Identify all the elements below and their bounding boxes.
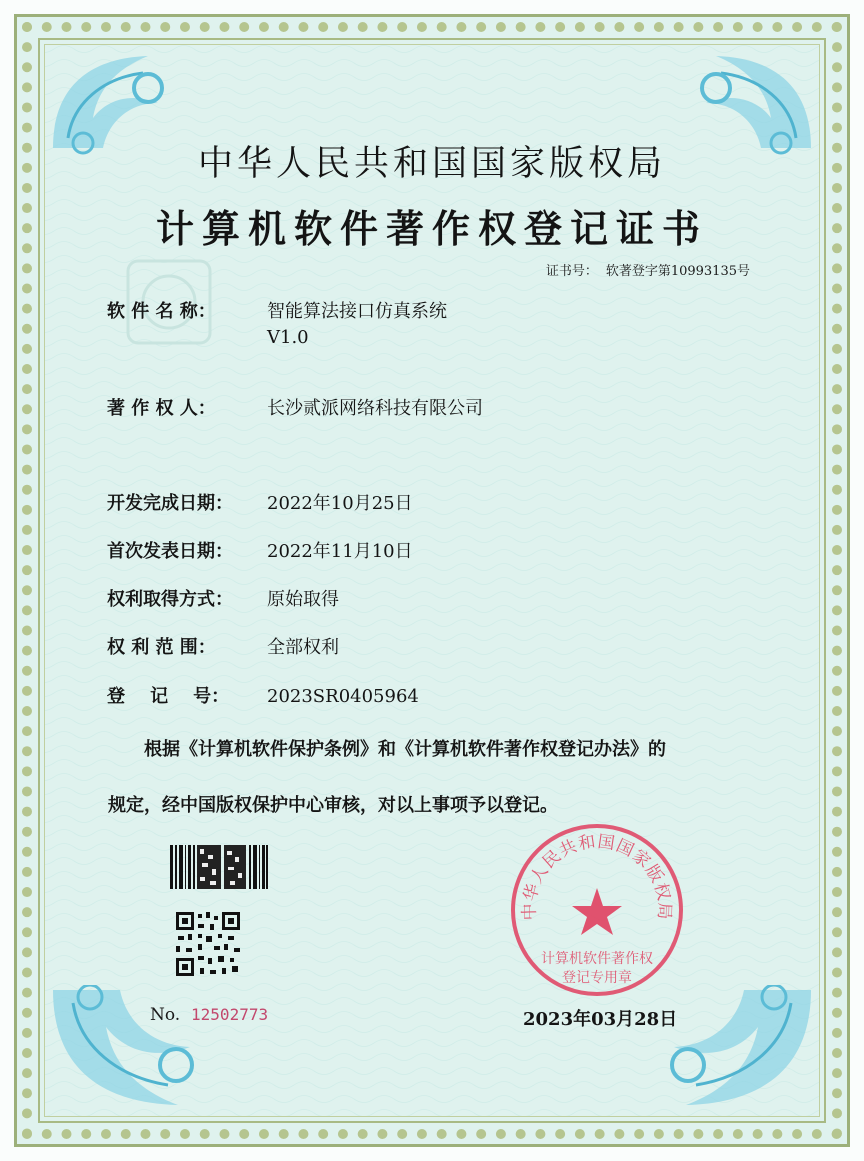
barcode xyxy=(170,845,268,889)
statement-paragraph xyxy=(108,722,768,834)
serial-no-value: 12502773 xyxy=(191,1005,269,1024)
issuer-title: 中华人民共和国国家版权局 xyxy=(197,144,666,184)
software-name-value: 智能算法接口仿真系统 xyxy=(267,301,447,322)
serial-no-label: No. xyxy=(150,1005,181,1025)
acquire-method-label: 权利取得方式： xyxy=(107,589,233,610)
rights-scope-value: 全部权利 xyxy=(267,637,339,658)
serial-number xyxy=(150,1005,268,1025)
rights-scope-label: 权 利 范 围： xyxy=(107,637,216,658)
acquire-method-value: 原始取得 xyxy=(267,589,339,610)
rights-scope-row xyxy=(107,633,339,659)
registration-number-value: 2023SR0405964 xyxy=(267,686,419,707)
dev-date-value: 2022年10月25日 xyxy=(267,493,413,514)
issue-date: 2023年03月28日 xyxy=(523,1009,678,1030)
statement-line-2: 规定，经中国版权保护中心审核，对以上事项予以登记。 xyxy=(108,795,558,816)
publish-date-label: 首次发表日期： xyxy=(107,541,233,562)
seal-arc-text: 中华人民共和国国家版权局 xyxy=(519,831,675,921)
software-name-label: 软 件 名 称： xyxy=(107,301,216,322)
certificate-title: 计算机软件著作权登记证书 xyxy=(155,206,708,251)
seal-line-2: 登记专用章 xyxy=(562,970,632,986)
statement-line-1: 根据《计算机软件保护条例》和《计算机软件著作权登记办法》的 xyxy=(144,739,666,760)
official-seal xyxy=(507,820,687,1000)
seal-line-1: 计算机软件著作权 xyxy=(541,951,653,967)
certificate-number xyxy=(546,260,750,279)
copyright-owner-label: 著 作 权 人： xyxy=(107,398,216,419)
registration-number-row xyxy=(107,682,419,708)
software-version-value: V1.0 xyxy=(267,327,309,348)
cert-no-value: 软著登字第10993135号 xyxy=(605,264,750,279)
copyright-owner-value: 长沙贰派网络科技有限公司 xyxy=(267,398,483,419)
registration-number-label: 登 记 号： xyxy=(107,686,230,707)
dev-date-row xyxy=(107,489,413,515)
publish-date-row xyxy=(107,537,413,563)
acquire-method-row xyxy=(107,585,339,611)
cert-no-label: 证书号： xyxy=(545,264,598,279)
copyright-owner-row xyxy=(107,394,483,420)
software-name-row xyxy=(107,297,447,348)
qr-code xyxy=(176,912,240,976)
dev-date-label: 开发完成日期： xyxy=(107,493,233,514)
publish-date-value: 2022年11月10日 xyxy=(267,541,413,562)
